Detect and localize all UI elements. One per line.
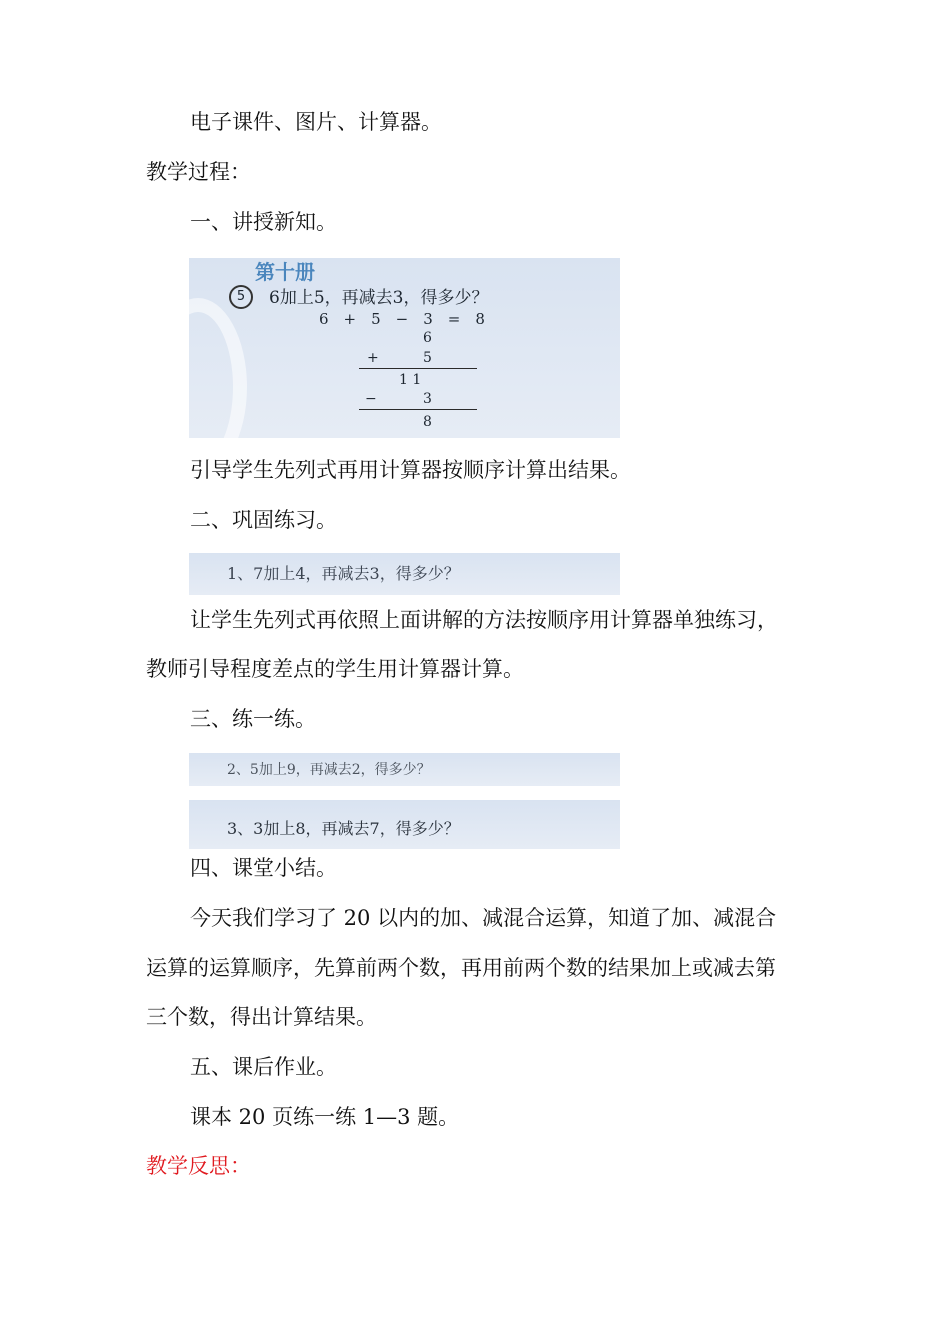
- vertical-calc-result: 8: [423, 414, 432, 430]
- section3-heading: 三、练一练。: [190, 707, 316, 731]
- practice-image-2: [189, 753, 620, 786]
- vertical-calc-6: 6: [423, 330, 432, 346]
- vertical-calc-3: 3: [423, 391, 432, 407]
- book-volume-label: 第十册: [255, 260, 315, 284]
- section5-heading: 五、课后作业。: [190, 1055, 337, 1079]
- homework-line: 课本 20 页练一练 1—3 题。: [190, 1105, 460, 1129]
- practice-image-3: [189, 800, 620, 849]
- vertical-calc-minus: −: [365, 391, 377, 407]
- calc-divider-1: [359, 368, 477, 369]
- summary-line3: 三个数，得出计算结果。: [146, 1005, 377, 1029]
- summary-line2: 运算的运算顺序，先算前两个数，再用前两个数的结果加上或减去第: [146, 956, 776, 980]
- practice-question-3: 3、3加上8，再减去7，得多少？: [227, 819, 460, 838]
- section2-line2: 教师引导程度差点的学生用计算器计算。: [146, 657, 524, 681]
- section2-line1: 让学生先列式再依照上面讲解的方法按顺序用计算器单独练习，: [190, 608, 778, 632]
- materials-line: 电子课件、图片、计算器。: [190, 110, 442, 134]
- section1-guide: 引导学生先列式再用计算器按顺序计算出结果。: [190, 458, 631, 482]
- section1-heading: 一、讲授新知。: [190, 210, 337, 234]
- textbook-example-image: [189, 258, 620, 438]
- example-equation: 6 + 5 − 3 = 8: [319, 310, 485, 328]
- vertical-calc-11: 1 1: [399, 372, 422, 388]
- practice-question-2: 2、5加上9，再减去2，得多少？: [227, 762, 431, 778]
- process-label: 教学过程：: [146, 160, 251, 184]
- decorative-curve: [189, 298, 247, 438]
- summary-line1: 今天我们学习了 20 以内的加、减混合运算，知道了加、减混合: [190, 906, 777, 930]
- practice-question-1: 1、7加上4，再减去3，得多少？: [227, 564, 460, 583]
- practice-image-1: [189, 553, 620, 595]
- example-question: 6加上5，再减去3，得多少？: [269, 288, 489, 308]
- vertical-calc-plus: +: [367, 350, 379, 366]
- section2-heading: 二、巩固练习。: [190, 508, 337, 532]
- calc-divider-2: [359, 409, 477, 410]
- question-number-circle: 5: [229, 285, 253, 309]
- reflection-label: 教学反思：: [146, 1154, 251, 1178]
- section4-heading: 四、课堂小结。: [190, 856, 337, 880]
- vertical-calc-5: 5: [423, 350, 432, 366]
